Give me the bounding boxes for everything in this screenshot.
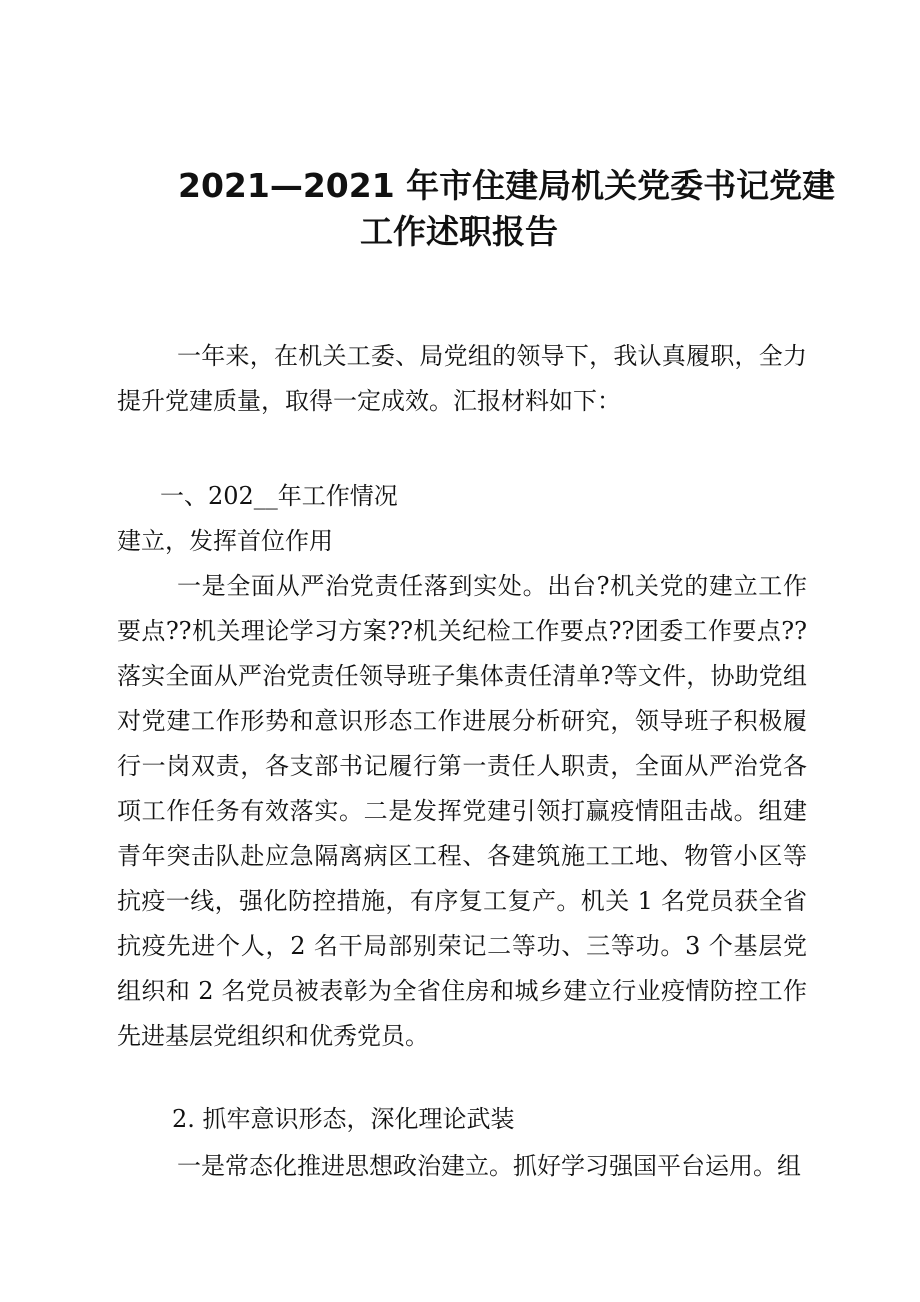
body-paragraph-1: 一是全面从严治党责任落到实处。出台?机关党的建立工作要点??机关理论学习方案??机关纪检工作要点??团委工作要点??落实全面从严治党责任领导班子集体责任清单?等文件，协助党组对党建工作形势和意识形态工作进展分析研究，领导班子积极履行一岗双责，各支部书记履行第一责任人职责，全面从严治党各项工作任务有效落实。二是发挥党建引领打赢疫情阻击战。组建青年突击队赴应急隔离病区工程、各建筑施工工地、物管小区等抗疫一线，强化防控措施，有序复工复产。机关 1 名党员获全省抗疫先进个人，2 名干局部别荣记二等功、三等功。3 个基层党组织和 2 名党员被表彰为全省住房和城乡建立行业疫情防控工作先进基层党组织和优秀党员。 bbox=[117, 572, 807, 1050]
subheading-1: 建立，发挥首位作用 bbox=[117, 527, 333, 555]
section-heading: 一、202__年工作情况 bbox=[160, 482, 398, 510]
subheading-2: 2. 抓牢意识形态，深化理论武装 bbox=[172, 1105, 515, 1133]
body-paragraph-2: 一是常态化推进思想政治建立。抓好学习强国平台运用。组 bbox=[177, 1152, 801, 1180]
document-title-line2: 工作述职报告 bbox=[360, 212, 558, 251]
intro-paragraph: 一年来，在机关工委、局党组的领导下，我认真履职，全力提升党建质量，取得一定成效。汇报材料如下： bbox=[117, 342, 807, 415]
document-title-line1: 2021—2021 年市住建局机关党委书记党建 bbox=[178, 166, 836, 205]
